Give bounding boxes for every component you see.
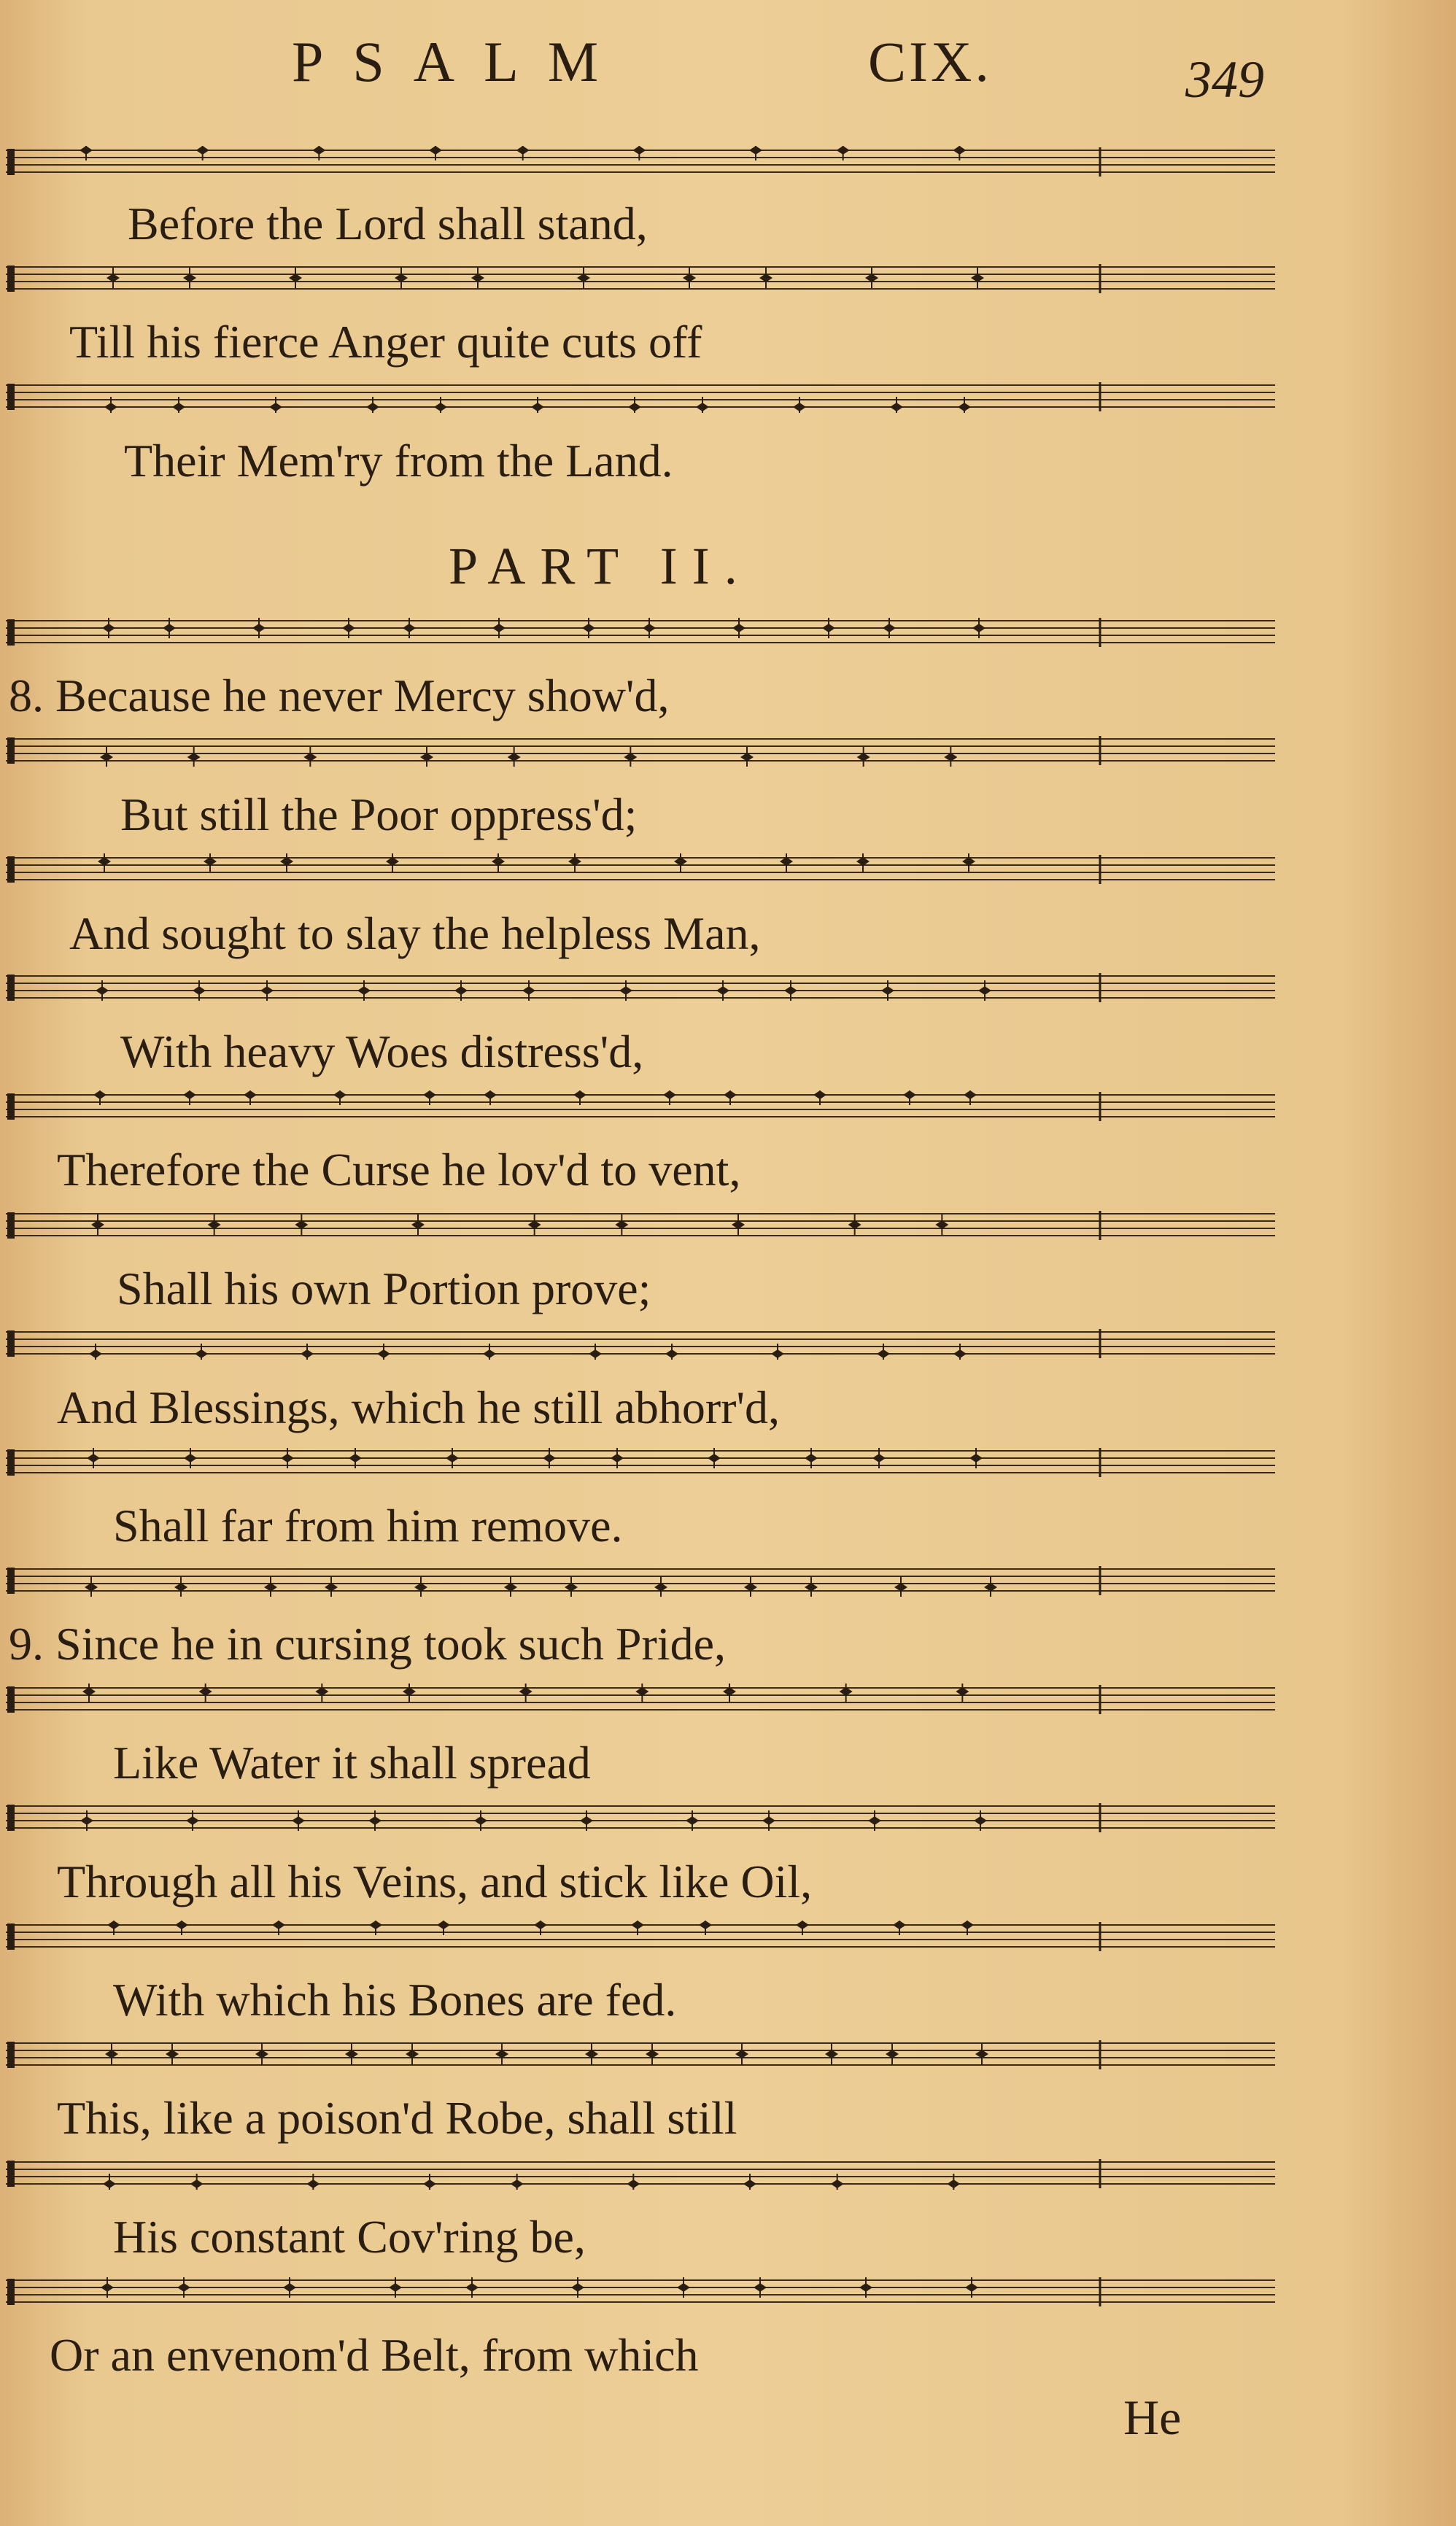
lyric-line: Through all his Veins, and stick like Oil, xyxy=(57,1856,813,1907)
lyric-line: Like Water it shall spread xyxy=(113,1737,591,1789)
staff-lines xyxy=(6,1565,1275,1597)
clef-icon xyxy=(7,1449,15,1476)
clef-icon xyxy=(7,856,15,883)
clef-icon xyxy=(7,1805,15,1831)
music-staff-icon xyxy=(6,1446,1275,1479)
page-number: 349 xyxy=(1185,50,1264,109)
lyric-line: But still the Poor oppress'd; xyxy=(120,789,638,840)
lyric-line: With heavy Woes distress'd, xyxy=(120,1026,644,1077)
staff-lines xyxy=(6,1921,1275,1953)
clef-icon xyxy=(7,1568,15,1594)
music-staff-icon xyxy=(6,1565,1275,1597)
lyric-line: Shall far from him remove. xyxy=(113,1500,623,1551)
staff-lines xyxy=(6,1446,1275,1479)
music-staff-icon xyxy=(6,1328,1275,1360)
staff-lines xyxy=(6,853,1275,886)
clef-icon xyxy=(7,1923,15,1950)
lyric-line: Shall his own Portion prove; xyxy=(117,1263,651,1314)
music-staff-icon xyxy=(6,146,1275,178)
clef-icon xyxy=(7,1686,15,1713)
staff-lines xyxy=(6,2039,1275,2071)
lyric-line: 8. Because he never Mercy show'd, xyxy=(9,670,670,721)
clef-icon xyxy=(7,266,15,292)
clef-icon xyxy=(7,1330,15,1357)
music-staff-icon xyxy=(6,1684,1275,1716)
music-staff-icon xyxy=(6,853,1275,886)
music-staff-icon xyxy=(6,1209,1275,1241)
music-staff-icon xyxy=(6,972,1275,1004)
lyric-line: Therefore the Curse he lov'd to vent, xyxy=(57,1144,741,1196)
music-staff-icon xyxy=(6,616,1275,648)
staff-lines xyxy=(6,972,1275,1004)
lyric-line: Before the Lord shall stand, xyxy=(128,198,648,249)
lyric-line: His constant Cov'ring be, xyxy=(113,2211,586,2263)
staff-lines xyxy=(6,1328,1275,1360)
staff-lines xyxy=(6,1209,1275,1241)
staff-lines xyxy=(6,1802,1275,1834)
lyric-line: 9. Since he in cursing took such Pride, xyxy=(9,1618,726,1670)
music-staff-icon xyxy=(6,1802,1275,1834)
lyric-line: Their Mem'ry from the Land. xyxy=(124,435,673,487)
clef-icon xyxy=(7,975,15,1001)
music-staff-icon xyxy=(6,381,1275,413)
staff-lines xyxy=(6,1684,1275,1716)
part-heading: PART II. xyxy=(449,537,752,595)
psalm-number: CIX. xyxy=(868,30,992,93)
music-staff-icon xyxy=(6,1090,1275,1123)
staff-lines xyxy=(6,381,1275,413)
clef-icon xyxy=(7,737,15,764)
staff-lines xyxy=(6,263,1275,295)
staff-lines xyxy=(6,1090,1275,1123)
staff-lines xyxy=(6,2276,1275,2308)
clef-icon xyxy=(7,1093,15,1120)
music-staff-icon xyxy=(6,735,1275,767)
staff-lines xyxy=(6,616,1275,648)
lyric-line: And Blessings, which he still abhorr'd, xyxy=(57,1382,780,1433)
clef-icon xyxy=(7,2161,15,2187)
lyric-line: Till his fierce Anger quite cuts off xyxy=(69,316,702,368)
clef-icon xyxy=(7,619,15,646)
clef-icon xyxy=(7,2279,15,2305)
catchword: He xyxy=(1123,2390,1182,2445)
music-staff-icon xyxy=(6,263,1275,295)
running-title: PSALM xyxy=(292,30,628,93)
music-staff-icon xyxy=(6,2039,1275,2071)
music-staff-icon xyxy=(6,2276,1275,2308)
page-header xyxy=(0,22,1456,109)
music-staff-icon xyxy=(6,1921,1275,1953)
staff-lines xyxy=(6,735,1275,767)
lyric-line: And sought to slay the helpless Man, xyxy=(69,907,761,959)
clef-icon xyxy=(7,2042,15,2068)
lyric-line: Or an envenom'd Belt, from which xyxy=(50,2329,699,2381)
clef-icon xyxy=(7,149,15,175)
lyric-line: With which his Bones are fed. xyxy=(113,1974,677,2026)
music-staff-icon xyxy=(6,2158,1275,2190)
staff-lines xyxy=(6,2158,1275,2190)
lyric-line: This, like a poison'd Robe, shall still xyxy=(57,2092,737,2144)
clef-icon xyxy=(7,1212,15,1239)
staff-lines xyxy=(6,146,1275,178)
clef-icon xyxy=(7,384,15,410)
